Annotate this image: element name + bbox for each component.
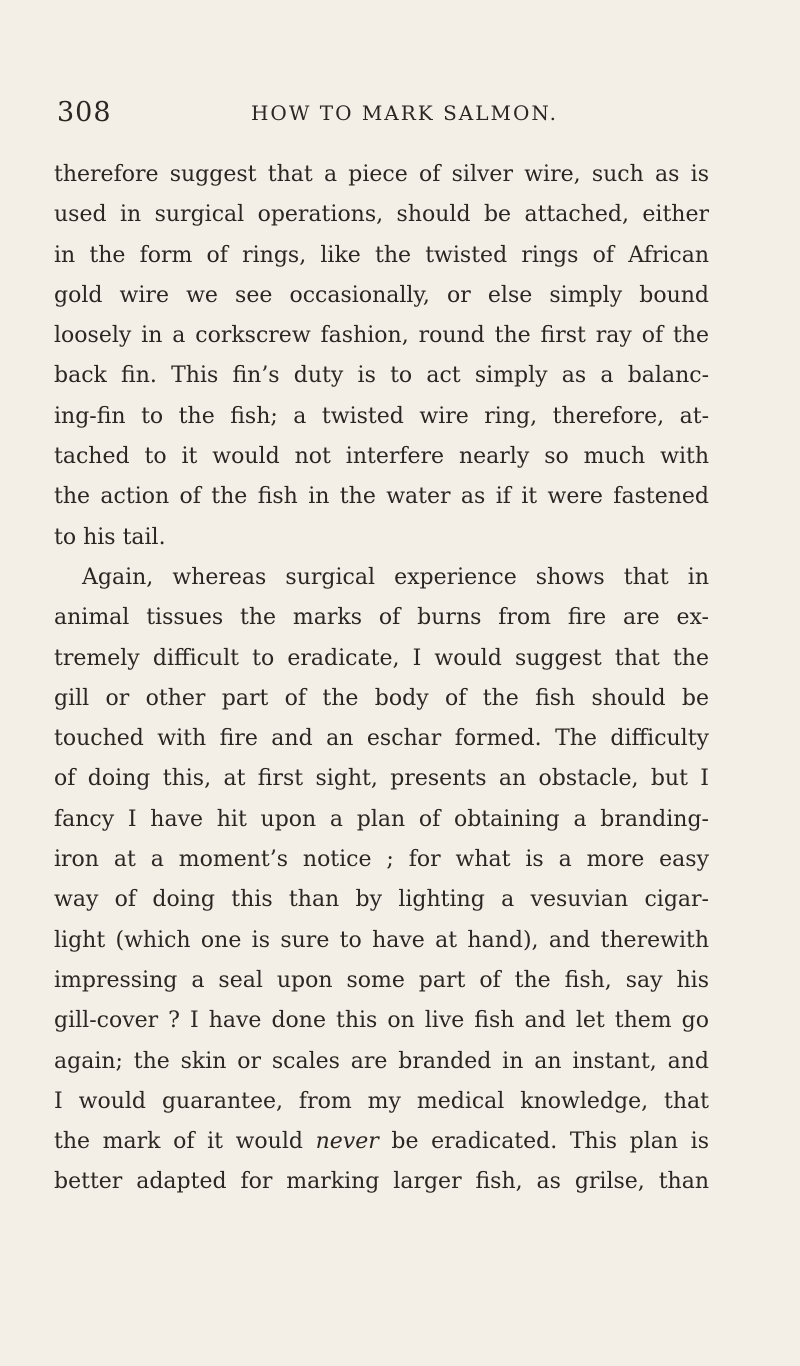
text-segment: be eradicated. This plan is (391, 1129, 709, 1155)
text-line: fancy I have hit upon a plan of obtaining a branding- (54, 806, 709, 832)
emphasized-word: never (315, 1129, 379, 1155)
text-line: gold wire we see occasionally, or else simply bound (54, 282, 709, 308)
text-line (54, 1122, 709, 1162)
text-line: again; the skin or scales are branded in an instant, and (54, 1048, 709, 1074)
running-title: HOW TO MARK SALMON. (250, 101, 558, 125)
page-header (57, 93, 712, 133)
text-line: gill or other part of the body of the fish should be (54, 685, 709, 711)
text-line: loosely in a corkscrew fashion, round the first ray of the (54, 323, 709, 349)
text-line: Again, whereas surgical experience shows that in (82, 564, 709, 590)
text-line: animal tissues the marks of burns from fire are ex- (54, 605, 709, 631)
text-line: tremely difficult to eradicate, I would suggest that the (54, 645, 709, 671)
text-line: in the form of rings, like the twisted rings of African (54, 242, 709, 268)
text-segment: the mark of it would (54, 1129, 303, 1155)
page-number: 308 (57, 97, 112, 128)
body-text (54, 155, 709, 1203)
text-line: used in surgical operations, should be attached, either (54, 202, 709, 228)
text-line: therefore suggest that a piece of silver wire, such as is (54, 162, 709, 187)
text-line: to his tail. (54, 524, 166, 550)
text-line: way of doing this than by lighting a vesuvian cigar- (54, 887, 709, 913)
text-line: of doing this, at first sight, presents an obstacle, but I (54, 766, 709, 792)
text-line: the action of the fish in the water as if it were fastened (54, 484, 709, 510)
text-line: back fin. This fin’s duty is to act simply as a balanc- (54, 363, 709, 389)
text-line: ing-fin to the fish; a twisted wire ring, therefore, at- (54, 403, 709, 429)
text-line: better adapted for marking larger fish, as grilse, than (54, 1169, 709, 1195)
text-line: tached to it would not interfere nearly so much with (54, 444, 709, 470)
text-line: I would guarantee, from my medical knowledge, that (54, 1088, 709, 1114)
text-line: touched with fire and an eschar formed. The difficulty (54, 726, 709, 752)
text-line: impressing a seal upon some part of the fish, say his (54, 967, 709, 993)
text-line: light (which one is sure to have at hand), and therewith (54, 927, 709, 953)
text-line: gill-cover ? I have done this on live fish and let them go (54, 1008, 709, 1034)
text-line: iron at a moment’s notice ; for what is a more easy (54, 847, 709, 873)
